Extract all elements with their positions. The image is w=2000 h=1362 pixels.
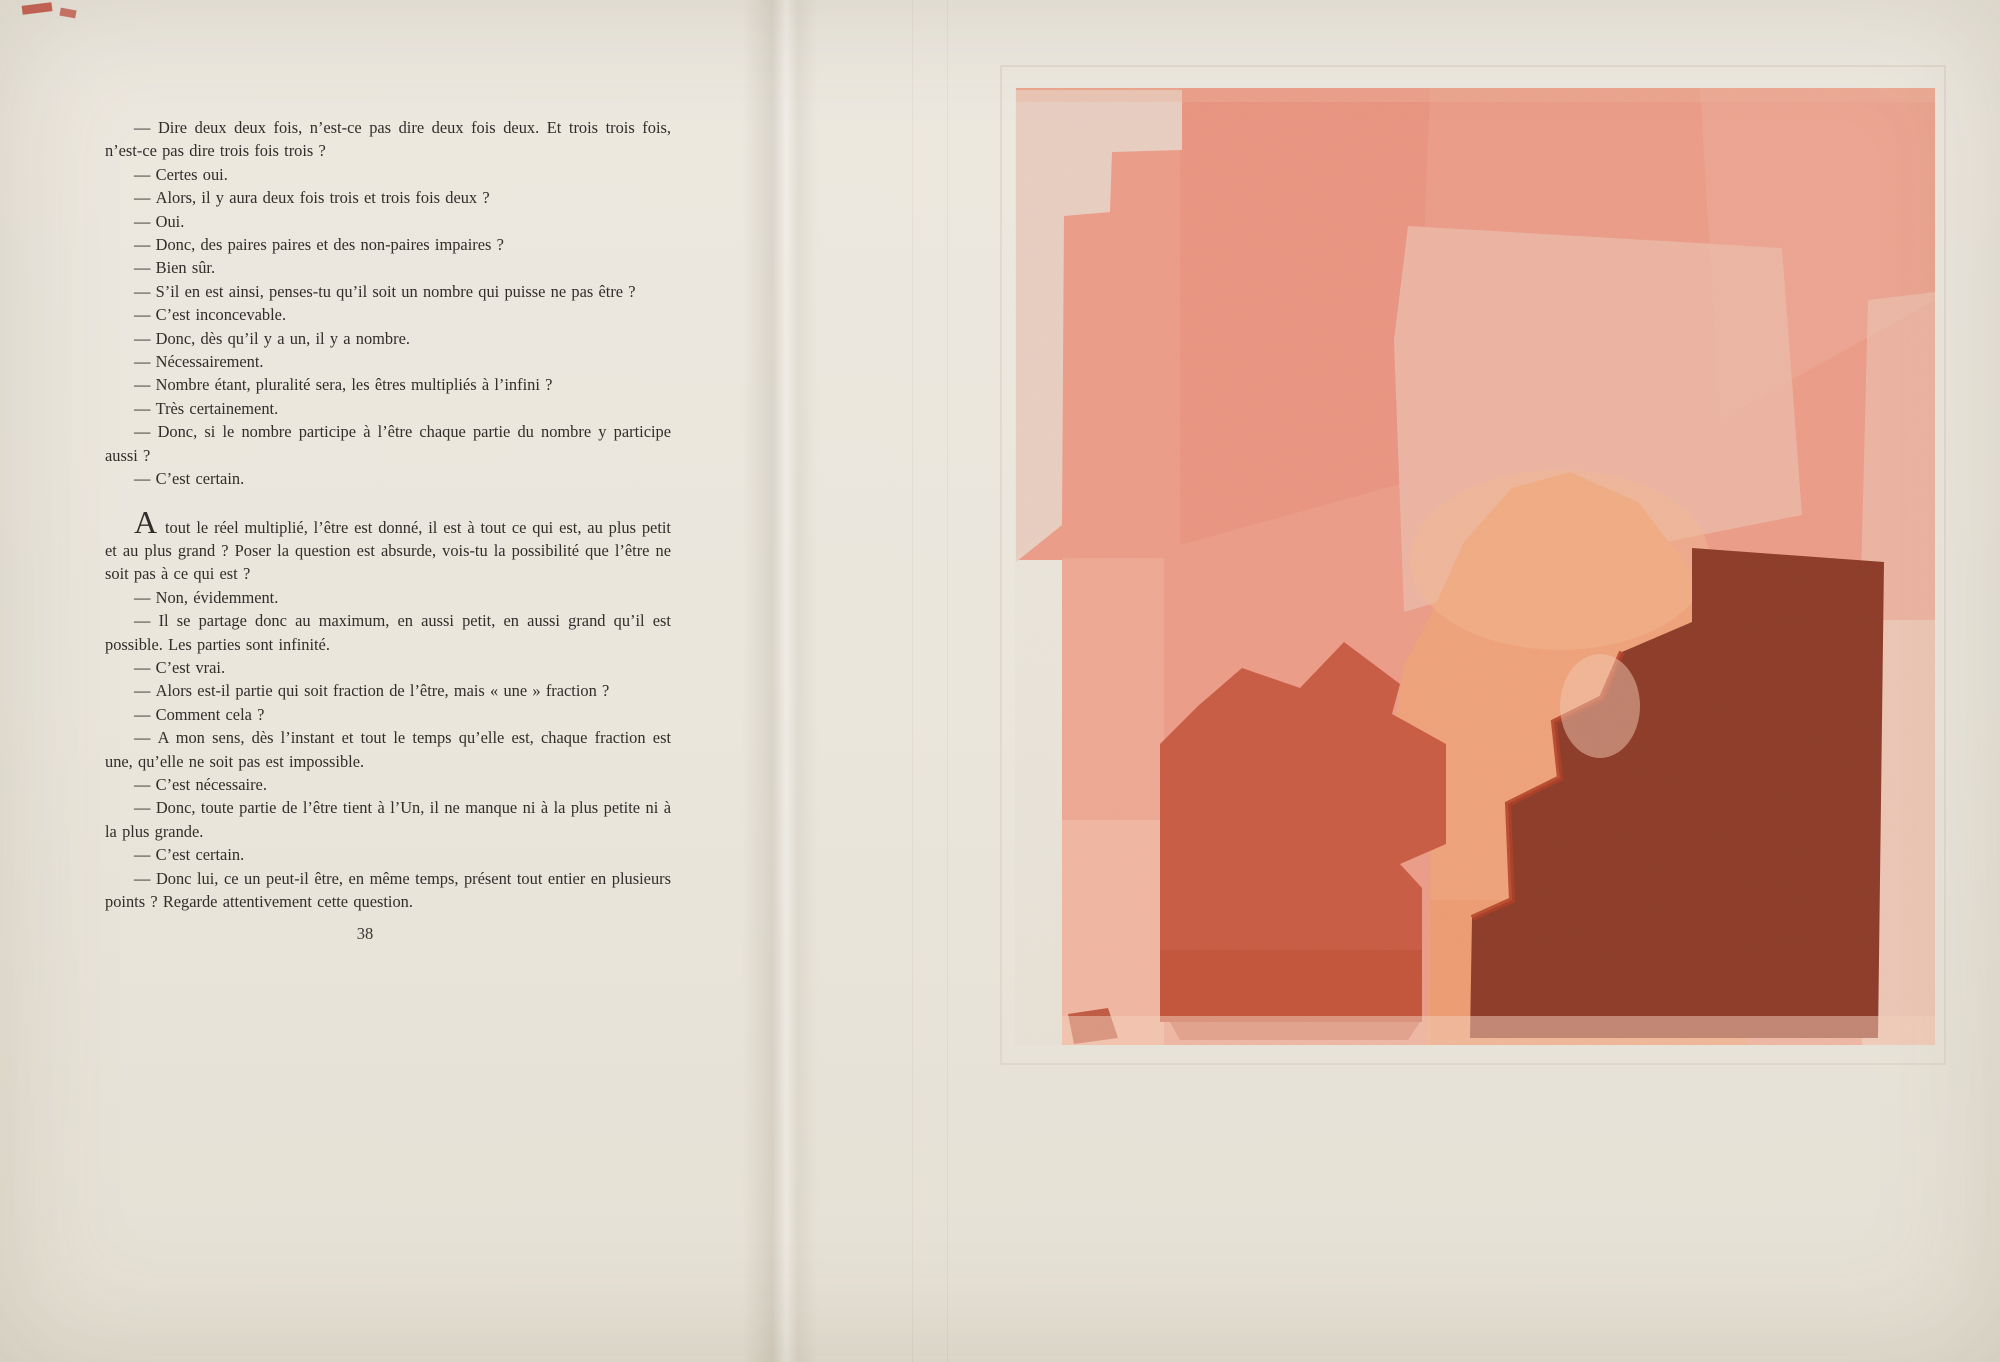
text-paragraph: — Alors, il y aura deux fois trois et trois fois deux ?: [134, 188, 490, 208]
text-paragraph: — C’est nécessaire.: [134, 774, 267, 794]
text-paragraph: — Très certainement.: [134, 398, 279, 418]
text-paragraph: — C’est inconcevable.: [134, 305, 287, 325]
text-paragraph: — S’il en est ainsi, penses-tu qu’il soit un nombre qui puisse ne pas être ?: [134, 281, 636, 301]
text-paragraph: — C’est certain.: [134, 469, 245, 489]
paper-crease: [912, 0, 913, 1362]
corner-mark: [59, 8, 76, 19]
drop-cap-initial: A: [134, 503, 160, 540]
page-number: 38: [356, 924, 374, 943]
text-paragraph: — Nécessairement.: [134, 352, 264, 372]
text-paragraph: — C’est vrai.: [134, 657, 226, 677]
text-paragraph: — Donc lui, ce un peut-il être, en même temps, présent tout entier en plusieurs points ? Regarde attentivement cette question.: [105, 868, 671, 911]
text-block: [105, 116, 671, 913]
text-paragraph: — Certes oui.: [134, 164, 228, 184]
aquatint-grain: [1015, 88, 1935, 1045]
text-paragraph: — A mon sens, dès l’instant et tout le temps qu’elle est, chaque fraction est une, qu’elle ne soit pas est impossible.: [105, 728, 671, 771]
text-paragraph: — C’est certain.: [134, 845, 245, 865]
page-gutter: [742, 0, 818, 1362]
paper-crease: [947, 0, 948, 1362]
corner-marks: [14, 0, 104, 30]
corner-mark: [22, 2, 53, 15]
text-paragraph: — Donc, si le nombre participe à l’être chaque partie du nombre y participe aussi ?: [105, 422, 671, 465]
text-paragraph: — Donc, toute partie de l’être tient à l’Un, il ne manque ni à la plus petite ni à la plus grande.: [105, 798, 671, 841]
text-paragraph: — Non, évidemment.: [134, 587, 279, 607]
text-paragraph: — Nombre étant, pluralité sera, les êtres multipliés à l’infini ?: [134, 375, 553, 395]
artwork-aquatint: [995, 58, 1955, 1070]
text-paragraph: — Dire deux deux fois, n’est-ce pas dire deux fois deux. Et trois trois fois, n’est-ce pas dire trois fois trois ?: [105, 118, 671, 161]
text-paragraph: — Donc, dès qu’il y a un, il y a nombre.: [134, 328, 410, 348]
text-paragraph: — Il se partage donc au maximum, en aussi petit, en aussi grand qu’il est possible. Les parties sont infinité.: [105, 611, 671, 654]
text-paragraph: — Donc, des paires paires et des non-paires impaires ?: [134, 235, 504, 255]
text-paragraph: A tout le réel multiplié, l’être est donné, il est à tout ce qui est, au plus petit et au plus grand ? Poser la question est absurde, vois-tu la possibilité que l’être ne soit pas à ce qui est ?: [105, 503, 671, 584]
text-paragraph: — Comment cela ?: [134, 704, 265, 724]
text-paragraph: — Bien sûr.: [134, 258, 216, 278]
text-paragraph: — Oui.: [134, 211, 185, 231]
text-paragraph: — Alors est-il partie qui soit fraction de l’être, mais « une » fraction ?: [134, 681, 610, 701]
